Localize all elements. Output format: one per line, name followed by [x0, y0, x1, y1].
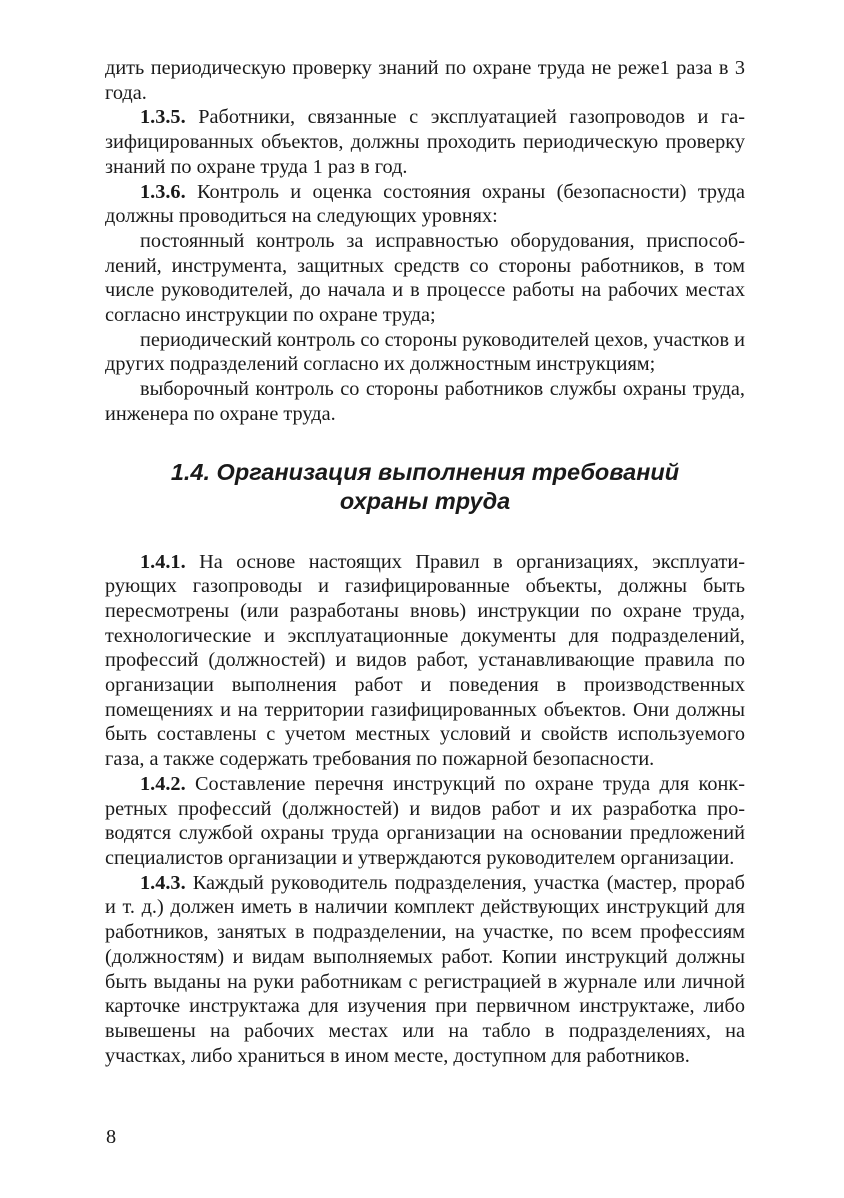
paragraph-text: периодический контроль со стороны руководителей цехов, участков и других подразделений согласно их должностным инструкциям; — [105, 328, 745, 376]
section-heading-line-1: 1.4. Организация выполнения требований — [170, 458, 680, 485]
paragraph-text: Составление перечня инструкций по охране труда для конкретных профессий (должностей) и видов работ и их разработка проводятся службой охраны труда организации на основании предложений специалистов организации и утверждаются руководителем организации. — [105, 772, 745, 869]
clause-number: 1.3.5. — [140, 106, 186, 129]
section-heading — [105, 458, 745, 516]
clause-number: 1.3.6. — [140, 180, 186, 203]
page-number: 8 — [106, 1126, 117, 1148]
clause-number: 1.4.2. — [140, 772, 186, 795]
paragraph-text: Каждый руководитель подразделения, участка (мастер, прораб и т. д.) должен иметь в наличии комплект действующих инструкций для работников, занятых в подразделении, на участке, по всем профессиям (должностям) и видам выполняемых работ. Копии инструкций должны быть выданы на руки работникам с регистрацией в журнале или личной карточке инструктажа для изучения при первичном инструктаже, либо вывешены на рабочих местах или на табло в подразделениях, на участках, либо храниться в ином месте, доступном для работников. — [105, 871, 745, 1067]
clause-number: 1.4.3. — [140, 871, 186, 894]
paragraph-1-4-2 — [105, 772, 745, 871]
paragraph-1-3-6 — [105, 180, 745, 229]
paragraph-text: Работники, связанные с эксплуатацией газопроводов и газифицированных объектов, должны проходить периодическую проверку знаний по охране труда 1 раз в год. — [105, 106, 745, 178]
paragraph-text: постоянный контроль за исправностью оборудования, приспособлений, инструмента, защитных средств со стороны работников, в том числе руководителей, до начала и в процессе работы на рабочих местах согласно инструкции по охране труда; — [105, 229, 745, 327]
section-heading-line-2: охраны труда — [339, 487, 511, 514]
paragraph-1-3-5 — [105, 105, 745, 179]
clause-number: 1.4.1. — [140, 550, 186, 573]
list-item-periodic-control — [105, 328, 745, 377]
paragraph-text: выборочный контроль со стороны работников службы охраны труда, инженера по охране труда. — [105, 378, 745, 425]
list-item-selective-control — [105, 377, 745, 426]
paragraph-1-4-1 — [105, 550, 745, 772]
paragraph-1-4-3 — [105, 871, 745, 1069]
paragraph-text: Контроль и оценка состояния охраны (безопасности) труда должны проводиться на следующих уровнях: — [105, 180, 745, 228]
paragraph-text: На основе настоящих Правил в организациях, эксплуатирующих газопроводы и газифицированные объекты, должны быть пересмотрены (или разработаны вновь) инструкции по охране труда, технологические и эксплуатационные документы для подразделений, профессий (должностей) и видов работ, устанавливающие правила по организации выполнения работ и поведения в производственных помещениях и на территории газифицированных объектов. Они должны быть составлены с учетом местных условий и свойств используемого газа, а также содержать требования по пожарной безопасности. — [105, 550, 745, 771]
list-item-constant-control — [105, 229, 745, 328]
page-body — [105, 56, 745, 1068]
paragraph-continuation — [105, 56, 745, 105]
paragraph-text: дить периодическую проверку знаний по охране труда не реже1 раза в 3 года. — [105, 57, 745, 104]
